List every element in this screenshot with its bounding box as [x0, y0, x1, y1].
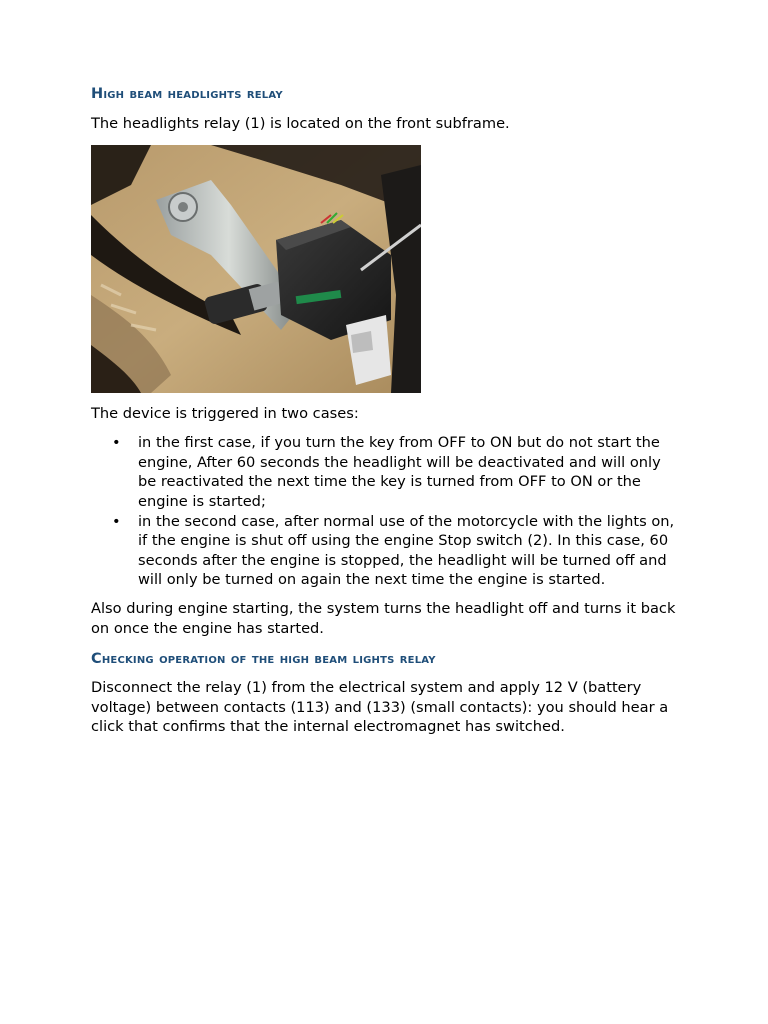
document-page [91, 84, 681, 737]
section-heading-relay: High beam headlights relay [91, 86, 283, 102]
starting-note-paragraph: Also during engine starting, the system turns the headlight off and turns it back on once the engine has started. [91, 599, 676, 637]
bullet-glyph: • [112, 434, 121, 452]
bullet-glyph: • [112, 512, 121, 530]
list-item-text: in the first case, if you turn the key from OFF to ON but do not start the engine, After 60 seconds the headlight will be deactivated and will only be reactivated the next time the key is turned from OFF to ON or the engine is started; [138, 434, 661, 510]
relay-location-paragraph: The headlights relay (1) is located on the front subframe. [91, 115, 510, 132]
trigger-intro-paragraph: The device is triggered in two cases: [91, 404, 359, 422]
trigger-cases-list [91, 433, 681, 590]
relay-photo [91, 145, 421, 393]
list-item-text: in the second case, after normal use of the motorcycle with the lights on, if the engine is shut off using the engine Stop switch (2). In this case, 60 seconds after the engine is stopped, the headlight will be turned off and will only be turned on again the next time the engine is started. [138, 512, 675, 589]
checking-procedure-paragraph: Disconnect the relay (1) from the electrical system and apply 12 V (battery voltage) between contacts (113) and (133) (small contacts): you should hear a click that confirms that the internal electromagnet has switched. [91, 679, 669, 736]
list-item [91, 433, 681, 511]
list-item [91, 512, 681, 590]
section-heading-checking: Checking operation of the high beam lights relay [91, 651, 436, 668]
